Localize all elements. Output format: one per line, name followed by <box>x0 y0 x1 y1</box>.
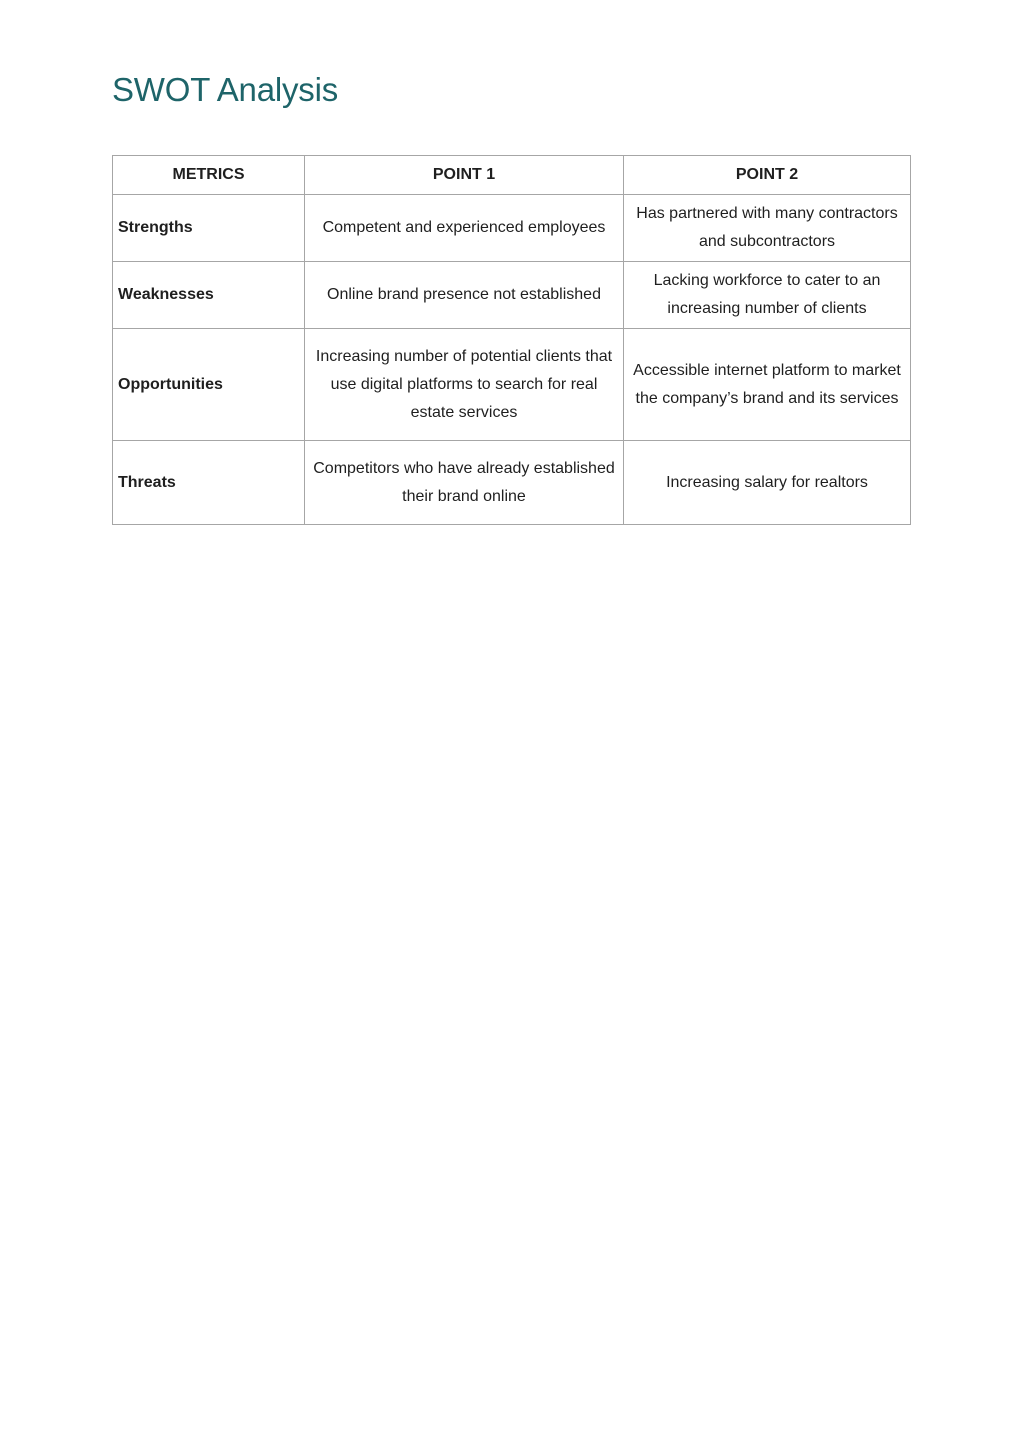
page-title: SWOT Analysis <box>112 71 339 108</box>
metric-cell: Threats <box>113 441 305 525</box>
point-1-cell: Competent and experienced employees <box>305 195 624 262</box>
metric-cell: Strengths <box>113 195 305 262</box>
point-1-cell: Online brand presence not established <box>305 262 624 329</box>
table-row-strengths <box>113 195 911 262</box>
table-header-row <box>113 156 911 195</box>
point-2-cell: Accessible internet platform to market the company’s brand and its services <box>624 329 911 441</box>
point-1-cell: Competitors who have already established their brand online <box>305 441 624 525</box>
metric-cell: Weaknesses <box>113 262 305 329</box>
header-point-2: POINT 2 <box>624 156 911 195</box>
header-metrics: METRICS <box>113 156 305 195</box>
metric-cell: Opportunities <box>113 329 305 441</box>
swot-table <box>112 155 911 525</box>
table-row-weaknesses <box>113 262 911 329</box>
point-2-cell: Lacking workforce to cater to an increasing number of clients <box>624 262 911 329</box>
table-row-opportunities <box>113 329 911 441</box>
header-point-1: POINT 1 <box>305 156 624 195</box>
point-1-cell: Increasing number of potential clients that use digital platforms to search for real estate services <box>305 329 624 441</box>
table-row-threats <box>113 441 911 525</box>
point-2-cell: Has partnered with many contractors and subcontractors <box>624 195 911 262</box>
point-2-cell: Increasing salary for realtors <box>624 441 911 525</box>
